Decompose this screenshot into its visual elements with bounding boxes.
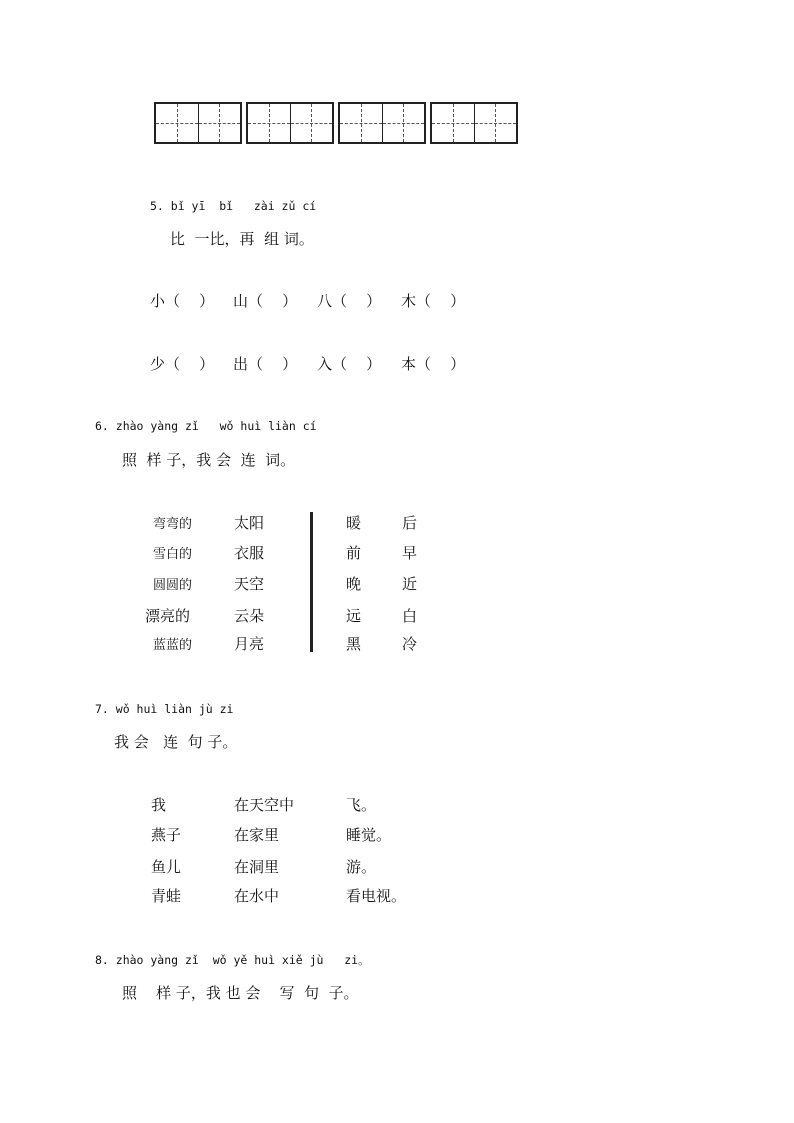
q7-place[interactable]: 在水中 xyxy=(234,887,280,905)
q7-action[interactable]: 看电视。 xyxy=(346,887,407,905)
q6-antonym-right[interactable]: 后 xyxy=(402,514,418,532)
q7-place[interactable]: 在洞里 xyxy=(234,858,280,876)
q5-item[interactable]: 本（ ） xyxy=(401,355,466,373)
writing-grid-3[interactable] xyxy=(338,102,426,144)
q5-item[interactable]: 木（ ） xyxy=(401,292,466,310)
q6-noun[interactable]: 月亮 xyxy=(234,635,265,653)
q6-antonym-left[interactable]: 晚 xyxy=(346,575,362,593)
q6-antonym-left[interactable]: 远 xyxy=(346,607,362,625)
q7-action[interactable]: 游。 xyxy=(346,858,377,876)
q6-title: 照 样 子，我 会 连 词。 xyxy=(122,451,296,469)
q7-subject[interactable]: 青蛙 xyxy=(151,887,182,905)
q6-antonym-left[interactable]: 暖 xyxy=(346,514,362,532)
grid-cell[interactable] xyxy=(340,104,382,142)
q6-antonym-right[interactable]: 近 xyxy=(402,575,418,593)
q6-adjective[interactable]: 弯弯的 xyxy=(153,517,193,532)
writing-grid-4[interactable] xyxy=(430,102,518,144)
q6-adjective[interactable]: 蓝蓝的 xyxy=(153,638,193,653)
q6-antonym-left[interactable]: 黑 xyxy=(346,635,362,653)
q6-antonym-left[interactable]: 前 xyxy=(346,544,362,562)
q5-item[interactable]: 入（ ） xyxy=(317,355,382,373)
grid-cell[interactable] xyxy=(198,104,240,142)
q5-pinyin: 5. bǐ yī bǐ zài zǔ cí xyxy=(150,199,317,213)
q5-item[interactable]: 八（ ） xyxy=(317,292,382,310)
q5-item[interactable]: 小（ ） xyxy=(150,292,215,310)
grid-cell[interactable] xyxy=(248,104,290,142)
q8-title: 照 样 子，我 也 会 写 句 子。 xyxy=(122,984,359,1002)
q6-adjective[interactable]: 圆圆的 xyxy=(153,578,193,593)
q6-noun[interactable]: 衣服 xyxy=(234,544,265,562)
q7-action[interactable]: 飞。 xyxy=(346,796,377,814)
q6-noun[interactable]: 云朵 xyxy=(234,607,265,625)
grid-cell[interactable] xyxy=(382,104,424,142)
q7-place[interactable]: 在家里 xyxy=(234,826,280,844)
q6-antonym-right[interactable]: 冷 xyxy=(402,635,418,653)
q7-subject[interactable]: 我 xyxy=(151,796,167,814)
grid-cell[interactable] xyxy=(290,104,332,142)
q5-item[interactable]: 出（ ） xyxy=(233,355,298,373)
writing-grid-1[interactable] xyxy=(154,102,242,144)
q6-noun[interactable]: 天空 xyxy=(234,575,265,593)
writing-grid-2[interactable] xyxy=(246,102,334,144)
q5-item[interactable]: 山（ ） xyxy=(233,292,298,310)
q5-item[interactable]: 少（ ） xyxy=(150,355,215,373)
q7-subject[interactable]: 鱼儿 xyxy=(151,858,182,876)
grid-cell[interactable] xyxy=(432,104,474,142)
q7-title: 我 会 连 句 子。 xyxy=(114,733,238,751)
q5-title: 比 一比，再 组 词。 xyxy=(170,230,314,248)
q7-action[interactable]: 睡觉。 xyxy=(346,826,392,844)
grid-cell[interactable] xyxy=(474,104,516,142)
q7-place[interactable]: 在天空中 xyxy=(234,796,295,814)
q6-antonym-right[interactable]: 白 xyxy=(402,607,418,625)
q7-pinyin: 7. wǒ huì liàn jù zi xyxy=(95,702,234,716)
q6-noun[interactable]: 太阳 xyxy=(234,514,265,532)
q6-pinyin: 6. zhào yàng zǐ wǒ huì liàn cí xyxy=(95,419,317,433)
q8-pinyin: 8. zhào yàng zǐ wǒ yě huì xiě jù zi。 xyxy=(95,953,370,967)
q6-adjective[interactable]: 雪白的 xyxy=(153,547,193,562)
q6-antonym-right[interactable]: 早 xyxy=(402,544,418,562)
grid-cell[interactable] xyxy=(156,104,198,142)
q7-subject[interactable]: 燕子 xyxy=(151,826,182,844)
divider-line xyxy=(310,512,313,652)
q6-adjective[interactable]: 漂亮的 xyxy=(145,607,191,625)
